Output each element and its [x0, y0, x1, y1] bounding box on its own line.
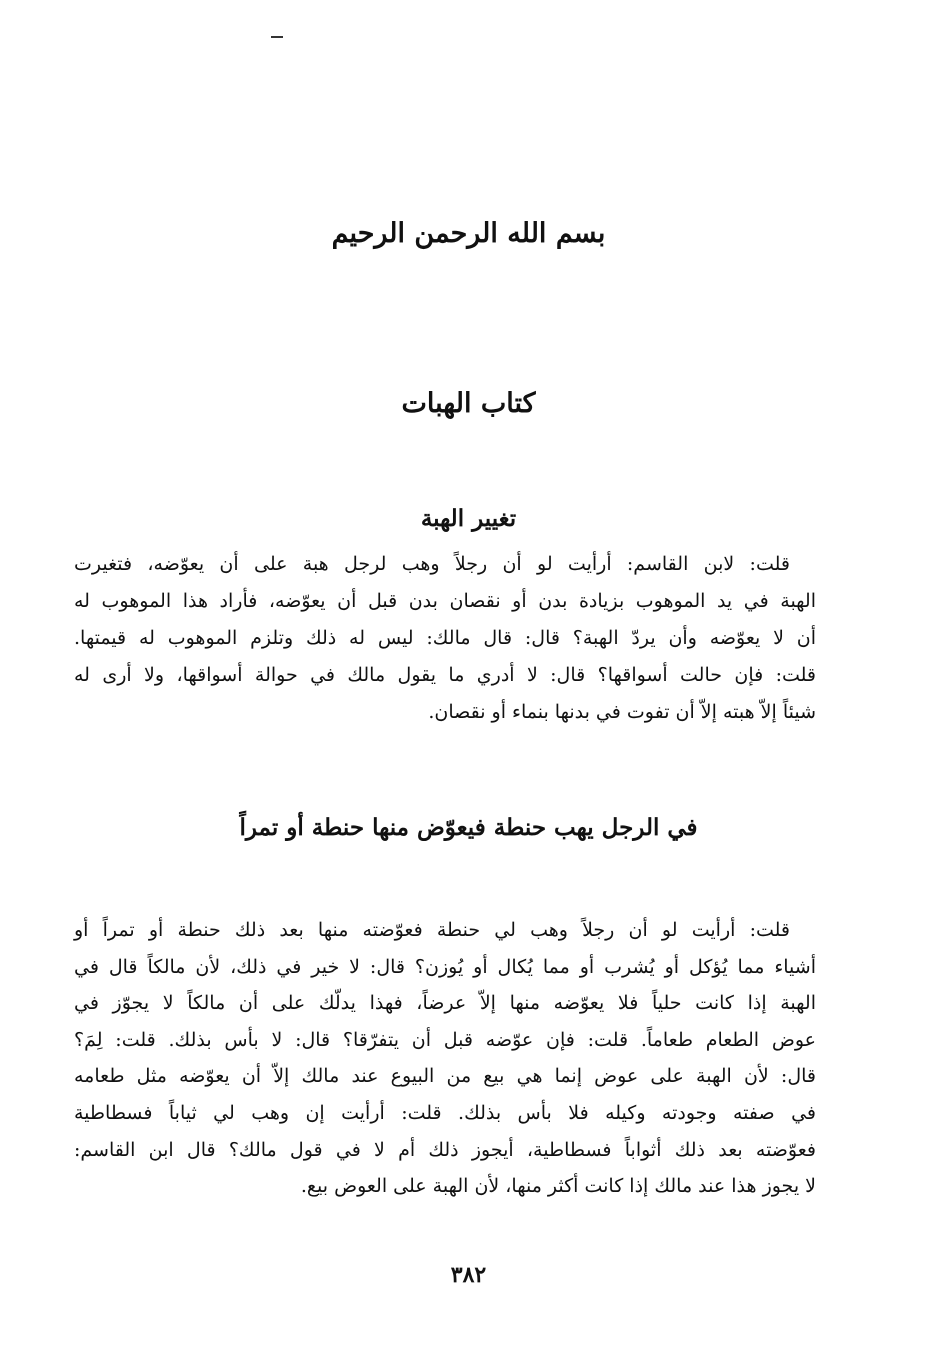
text-line: في صفته وجودته وكيله فلا بأس بذلك. قلت: أرأيت إن وهب لي ثياباً فسطاطية [74, 1101, 816, 1124]
section-title-gift-change: تغيير الهبة [420, 505, 517, 532]
text-line: أشياء مما يُؤكل أو يُشرب أو مما يُكال أو يُوزن؟ قال: لا خير في ذلك، لأن مالكاً قال في [74, 955, 816, 978]
text-line: قال: لأن الهبة على عوض إنما هي بيع من البيوع عند مالك إلاّ أن يعوّضه مثل طعامه [74, 1065, 816, 1088]
book-title: كتاب الهبات [401, 388, 536, 419]
section-paragraph-gift-change [74, 546, 816, 731]
page-number: ٣٨٢ [450, 1262, 487, 1288]
text-line: أن لا يعوّضه وأن يردّ الهبة؟ قال: قال مالك: ليس له ذلك وتلزم الموهوب له قيمتها. [74, 627, 816, 649]
text-line: الهبة إذا كانت حلياً فلا يعوّضه منها إلاّ عرضاً، فهذا يدلّك على أن مالكاً لا يجوّز في [74, 992, 816, 1015]
section-title-wheat-gift: في الرجل يهب حنطة فيعوّض منها حنطة أو تمراً [239, 814, 698, 841]
text-line: قلت: فإن حالت أسواقها؟ قال: لا أدري ما يقول مالك في حوالة أسواقها، ولا أرى له [74, 664, 817, 686]
scan-mark [271, 36, 283, 38]
text-line: لا يجوز هذا عند مالك إذا كانت أكثر منها، لأن الهبة على العوض بيع. [300, 1175, 816, 1198]
text-line: فعوّضته بعد ذلك أثواباً فسطاطية، أيجوز ذلك أم لا في قول مالك؟ قال ابن القاسم: [74, 1138, 816, 1161]
text-line: قلت: لابن القاسم: أرأيت لو أن رجلاً وهب لرجل هبة على أن يعوّضه، فتغيرت [74, 553, 790, 575]
text-line: عوض الطعام طعاماً. قلت: فإن عوّضه قبل أن يتفرّقا؟ قال: لا بأس بذلك. قلت: لِمَ؟ [74, 1028, 816, 1051]
basmala-heading: بسم الله الرحمن الرحيم [331, 218, 606, 249]
section-paragraph-wheat-gift [74, 912, 816, 1205]
text-line: قلت: أرأيت لو أن رجلاً وهب لي حنطة فعوّضته منها بعد ذلك حنطة أو تمراً أو [74, 919, 790, 941]
text-line: شيئاً إلاّ هبته إلاّ أن تفوت في بدنها بنماء أو نقصان. [428, 701, 816, 723]
text-line: الهبة في يد الموهوب بزيادة بدن أو نقصان بدن قبل أن يعوّضه، فأراد هذا الموهوب له [74, 590, 816, 612]
